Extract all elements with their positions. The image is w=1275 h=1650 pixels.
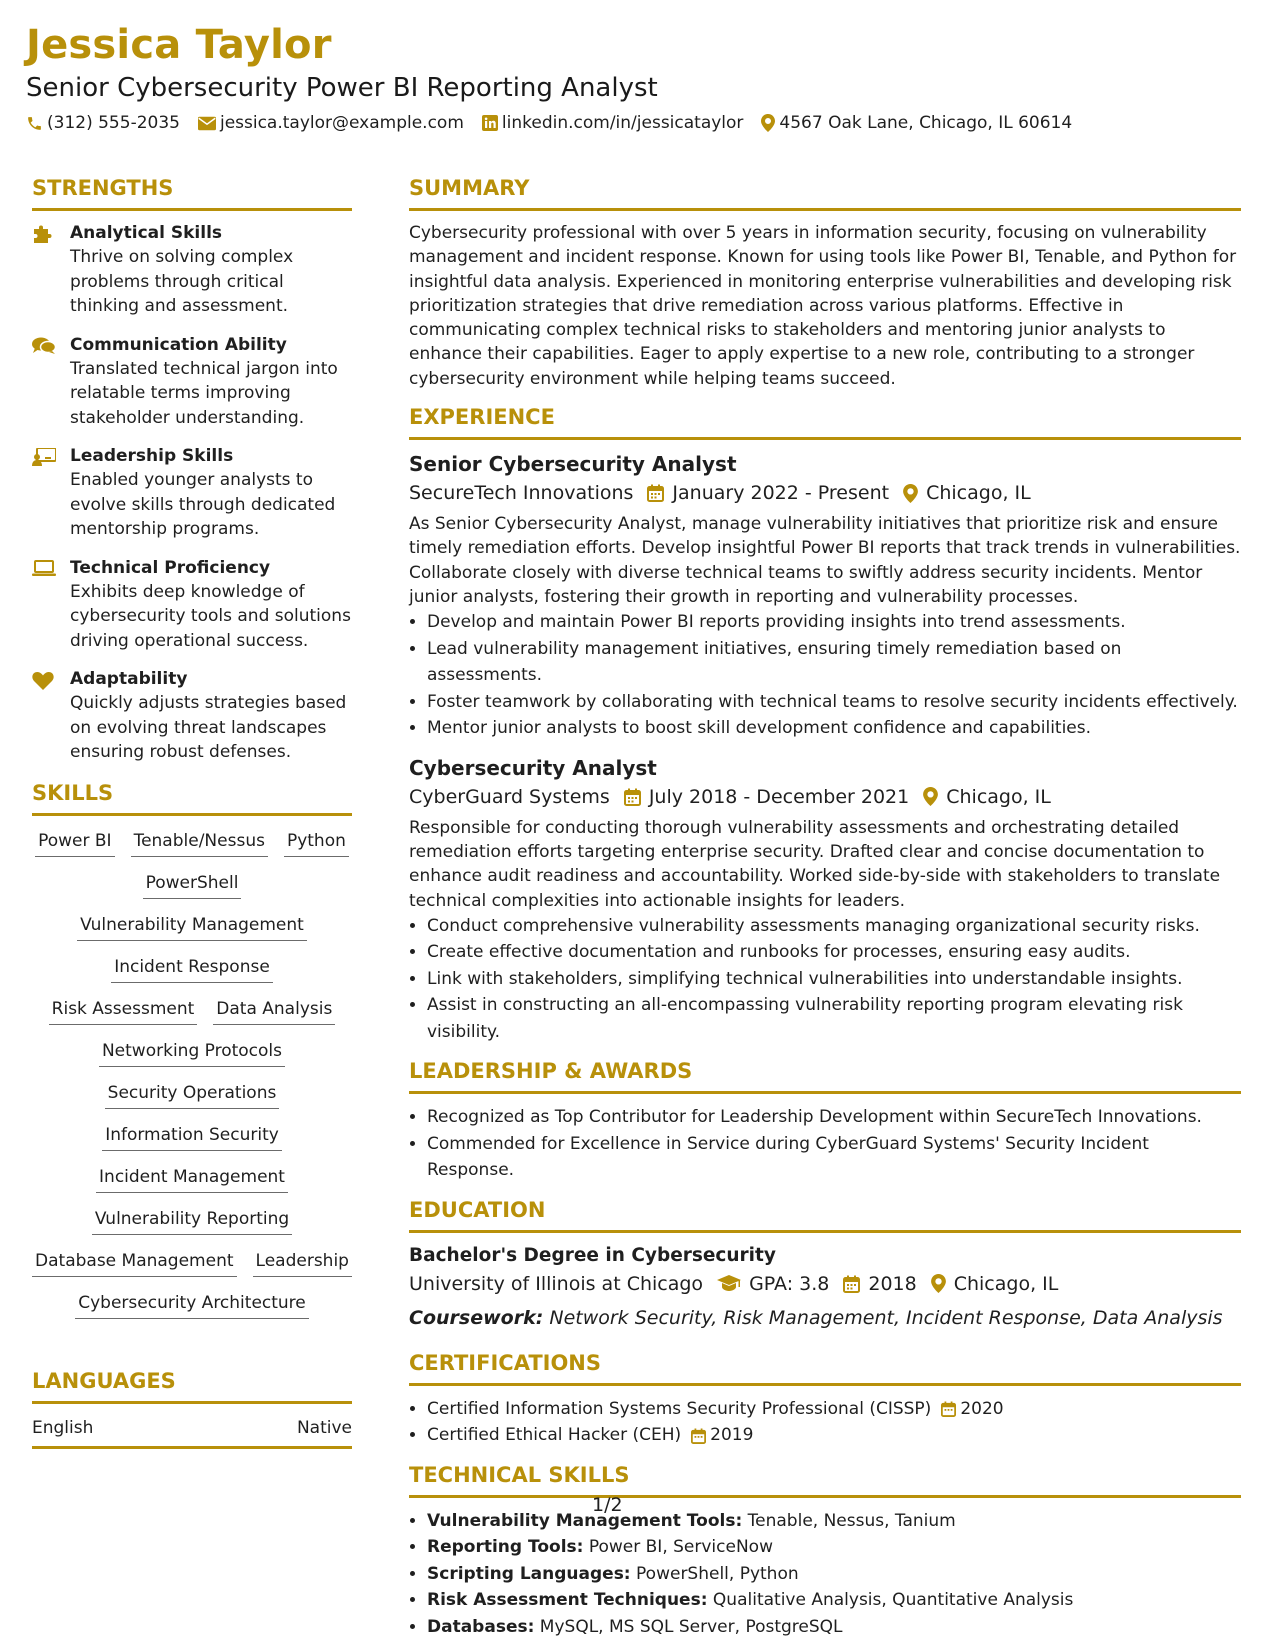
summary-text: Cybersecurity professional with over 5 years in information security, focusing on vulnerability management and incident response. Known for using tools like Power BI, Tenable, and Python for insightful data analysis. Experienced in monitoring enterprise vulnerabilities and developing risk prioritization strategies that drive remediation across various platforms. Effective in communicating complex technical risks to stakeholders and mentoring junior analysts to enhance their capabilities. Eager to apply expertise to a new role, contributing to a stronger cybersecurity environment while helping teams succeed. (409, 223, 1237, 389)
technical-skills-heading: TECHNICAL SKILLS (409, 1463, 1241, 1498)
technical-skills-list (409, 1508, 1241, 1641)
linkedin-text[interactable]: linkedin.com/in/jessicataylor (501, 113, 744, 133)
left-column (32, 176, 352, 1449)
skill-tag: Cybersecurity Architecture (75, 1292, 309, 1319)
skill-tag: Information Security (102, 1124, 282, 1151)
skill-tag: Incident Response (111, 956, 273, 983)
skills-list (32, 830, 352, 1319)
skill-tag: Risk Assessment (49, 998, 198, 1025)
tech-skill-item (427, 1508, 1241, 1535)
education-meta (409, 1269, 1241, 1299)
tech-skill-label: Databases: (427, 1616, 535, 1637)
cert-year: 2019 (710, 1425, 754, 1446)
skill-tag: Power BI (35, 830, 114, 857)
education-heading: EDUCATION (409, 1198, 1241, 1233)
page-number: 1/2 (592, 1494, 623, 1516)
skills-heading: SKILLS (32, 781, 352, 816)
job-bullets (409, 913, 1241, 1046)
envelope-icon (198, 116, 216, 131)
job-position: Senior Cybersecurity Analyst (409, 452, 737, 477)
tech-skill-label: Risk Assessment Techniques: (427, 1590, 708, 1611)
skill-tag: Database Management (32, 1250, 237, 1277)
job-location-text: Chicago, IL (926, 482, 1031, 505)
laptop-icon (32, 560, 56, 577)
strength-desc: Quickly adjusts strategies based on evolving threat landscapes ensuring robust defenses. (70, 693, 347, 762)
map-pin-icon (931, 1274, 946, 1293)
degree-title: Bachelor's Degree in Cybersecurity (409, 1244, 776, 1266)
school-location (931, 1269, 1059, 1299)
awards-list (409, 1104, 1241, 1184)
email-text[interactable]: jessica.taylor@example.com (219, 113, 464, 133)
job-dates-text: July 2018 - December 2021 (648, 785, 910, 808)
candidate-name: Jessica Taylor (26, 22, 332, 68)
skill-tag: Data Analysis (213, 998, 335, 1025)
strength-item (32, 667, 352, 765)
job-meta (409, 782, 1241, 812)
heart-icon (32, 671, 54, 690)
job-bullet: • Create effective documentation and runbooks for processes, ensuring easy audits. (427, 939, 1241, 966)
map-pin-icon (923, 787, 938, 806)
contact-email[interactable] (198, 113, 464, 133)
contact-address (761, 113, 1072, 133)
certifications-heading: CERTIFICATIONS (409, 1351, 1241, 1386)
strength-item (32, 444, 352, 542)
job-company: SecureTech Innovations (409, 482, 634, 505)
tech-skill-label: Vulnerability Management Tools: (427, 1510, 743, 1531)
language-row (32, 1418, 352, 1449)
summary-heading: SUMMARY (409, 176, 1241, 211)
job-description: Responsible for conducting thorough vulnerability assessments and orchestrating detailed remediation efforts targeting enterprise security. Drafted clear and concise documentation to enhance audit readiness and accountability. Worked side-by-side with stakeholders to translate technical complexities into actionable insights for leaders. (409, 817, 1221, 911)
tech-skill-item (427, 1614, 1241, 1641)
skill-tag: Networking Protocols (99, 1040, 285, 1067)
tech-skill-value: Power BI, ServiceNow (588, 1537, 773, 1558)
job-location (923, 782, 1051, 812)
strength-title: Adaptability (70, 669, 188, 689)
job-bullets (409, 609, 1241, 742)
phone-icon (26, 115, 43, 132)
tech-skill-value: Tenable, Nessus, Tanium (747, 1510, 956, 1531)
job-bullet: • Link with stakeholders, simplifying technical vulnerabilities into understandable insights. (427, 966, 1241, 993)
award-item: • Commended for Excellence in Service during CyberGuard Systems' Security Incident Response. (427, 1131, 1241, 1184)
coursework-list: Network Security, Risk Management, Incident Response, Data Analysis (549, 1306, 1223, 1329)
coursework-label: Coursework: (409, 1306, 544, 1329)
school-name: University of Illinois at Chicago (409, 1272, 704, 1295)
calendar-icon (843, 1275, 860, 1293)
gpa-text: GPA: 3.8 (749, 1272, 830, 1295)
phone-text: (312) 555-2035 (47, 113, 180, 133)
right-column (409, 176, 1241, 1640)
skill-tag: Vulnerability Management (77, 914, 307, 941)
contact-linkedin[interactable] (482, 113, 744, 133)
skill-tag: Vulnerability Reporting (92, 1208, 292, 1235)
certification-item (427, 1422, 1241, 1449)
job-entry (409, 754, 1241, 1046)
skill-tag: PowerShell (143, 872, 242, 899)
job-position: Cybersecurity Analyst (409, 755, 657, 780)
job-bullet: • Foster teamwork by collaborating with technical teams to resolve security incidents effectively. (427, 689, 1241, 716)
address-text: 4567 Oak Lane, Chicago, IL 60614 (779, 113, 1073, 133)
cert-name: • Certified Ethical Hacker (CEH) (427, 1425, 682, 1446)
job-bullet: • Conduct comprehensive vulnerability assessments managing organizational security risks. (427, 913, 1241, 940)
job-company: CyberGuard Systems (409, 785, 610, 808)
map-pin-icon (903, 484, 918, 503)
grad-year-text: 2018 (868, 1272, 917, 1295)
tech-skill-value: Qualitative Analysis, Quantitative Analysis (712, 1590, 1074, 1611)
calendar-icon (941, 1401, 956, 1417)
skill-tag: Incident Management (96, 1166, 288, 1193)
map-pin-icon (761, 114, 775, 132)
tech-skill-label: Scripting Languages: (427, 1563, 631, 1584)
certification-item (427, 1396, 1241, 1423)
experience-heading: EXPERIENCE (409, 405, 1241, 440)
strength-title: Leadership Skills (70, 446, 234, 466)
strength-title: Technical Proficiency (70, 557, 271, 578)
job-dates (647, 478, 889, 508)
strength-desc: Thrive on solving complex problems through critical thinking and assessment. (70, 247, 294, 316)
teacher-icon (32, 448, 56, 466)
cert-name: • Certified Information Systems Security Professional (CISSP) (427, 1398, 932, 1419)
strength-item (32, 333, 352, 431)
calendar-icon (647, 484, 664, 502)
school-location-text: Chicago, IL (953, 1272, 1059, 1295)
tech-skill-value: PowerShell, Python (636, 1563, 799, 1584)
job-location (903, 478, 1031, 508)
tech-skill-value: MySQL, MS SQL Server, PostgreSQL (539, 1616, 843, 1637)
job-bullet: • Lead vulnerability management initiatives, ensuring timely remediation based on assessments. (427, 636, 1241, 689)
job-location-text: Chicago, IL (946, 785, 1051, 808)
comments-icon (32, 337, 56, 355)
cert-year: 2020 (960, 1398, 1004, 1419)
strength-desc: Exhibits deep knowledge of cybersecurity tools and solutions driving operational success. (70, 581, 351, 651)
job-title: Senior Cybersecurity Power BI Reporting Analyst (26, 73, 658, 103)
graduation-cap-icon (717, 1275, 741, 1292)
strength-desc: Translated technical jargon into relatable terms improving stakeholder understanding. (70, 358, 338, 428)
strength-title: Analytical Skills (70, 223, 223, 243)
coursework (409, 1303, 1241, 1333)
calendar-icon (624, 788, 641, 806)
linkedin-icon (482, 115, 498, 131)
job-dates (624, 782, 909, 812)
strengths-heading: STRENGTHS (32, 176, 352, 211)
awards-heading: LEADERSHIP & AWARDS (409, 1059, 1241, 1094)
skill-tag: Python (284, 830, 349, 857)
language-level: Native (296, 1417, 352, 1438)
job-entry (409, 450, 1241, 742)
job-bullet: • Develop and maintain Power BI reports providing insights into trend assessments. (427, 609, 1241, 636)
tech-skill-item (427, 1534, 1241, 1561)
languages-heading: LANGUAGES (32, 1369, 352, 1404)
tech-skill-label: Reporting Tools: (427, 1537, 584, 1558)
puzzle-icon (32, 225, 54, 243)
tech-skill-item (427, 1587, 1241, 1614)
language-name: English (32, 1417, 94, 1438)
award-item: • Recognized as Top Contributor for Leadership Development within SecureTech Innovations. (427, 1104, 1241, 1131)
job-description: As Senior Cybersecurity Analyst, manage vulnerability initiatives that prioritize risk and ensure timely remediation efforts. Develop insightful Power BI reports that track trends in vulnerabilities. Collaborate closely with diverse technical teams to swiftly address security incidents. Mentor junior analysts, fostering their growth in reporting and vulnerability processes. (409, 514, 1241, 607)
gpa (717, 1269, 829, 1299)
contact-phone (26, 113, 180, 133)
strength-title: Communication Ability (70, 334, 287, 355)
skill-tag: Security Operations (105, 1082, 280, 1109)
skill-tag: Tenable/Nessus (131, 830, 268, 857)
job-meta (409, 478, 1241, 508)
job-bullet: • Mentor junior analysts to boost skill development confidence and capabilities. (427, 715, 1241, 742)
strength-item (32, 556, 352, 654)
skill-tag: Leadership (253, 1250, 352, 1277)
job-dates-text: January 2022 - Present (672, 482, 890, 505)
grad-year (843, 1269, 916, 1299)
job-bullet: • Assist in constructing an all-encompassing vulnerability reporting program elevating risk visibility. (427, 992, 1241, 1045)
strengths-list (32, 221, 352, 765)
strength-item (32, 221, 352, 319)
calendar-icon (691, 1428, 706, 1444)
tech-skill-item (427, 1561, 1241, 1588)
certifications-list (409, 1396, 1241, 1449)
strength-desc: Enabled younger analysts to evolve skills through dedicated mentorship programs. (70, 470, 336, 539)
contact-bar (26, 113, 1090, 133)
